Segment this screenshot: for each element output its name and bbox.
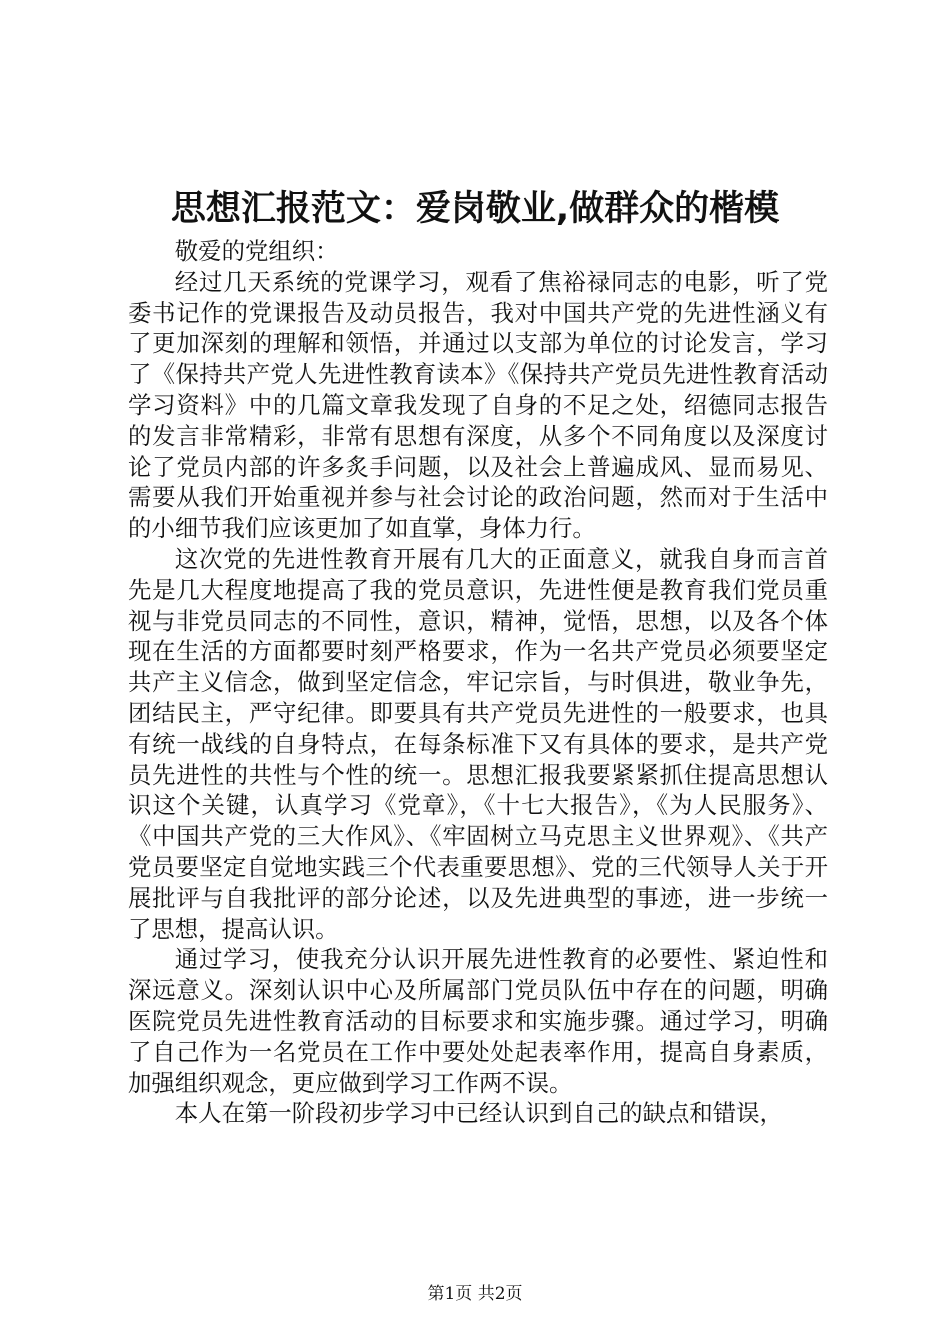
paragraph: 经过几天系统的党课学习，观看了焦裕禄同志的电影，听了党委书记作的党课报告及动员报告，我对中国共产党的先进性涵义有了更加深刻的理解和领悟，并通过以支部为单位的讨论发言，学习了《保持共产党人先进性教育读本》《保持共产党员先进性教育活动学习资料》中的几篇文章我发现了自身的不足之处，绍德同志报告的发言非常精彩，非常有思想有深度，从多个不同角度以及深度讨论了党员内部的许多炙手问题，以及社会上普遍成风、显而易见、需要从我们开始重视并参与社会讨论的政治问题，然而对于生活中的小细节我们应该更加了如直掌，身体力行。 bbox=[128, 267, 828, 543]
document-title: 思想汇报范文：爱岗敬业,做群众的楷模 bbox=[170, 189, 780, 229]
paragraph: 本人在第一阶段初步学习中已经认识到自己的缺点和错误， bbox=[174, 1099, 783, 1128]
page-number: 第1页 共2页 bbox=[427, 1284, 523, 1304]
salutation: 敬爱的党组织： bbox=[174, 237, 339, 265]
page-footer bbox=[0, 1283, 950, 1305]
document-body bbox=[128, 236, 828, 1129]
paragraph: 这次党的先进性教育开展有几大的正面意义，就我自身而言首先是几大程度地提高了我的党员意识，先进性便是教育我们党员重视与非党员同志的不同性，意识，精神，觉悟，思想，以及各个体现在生活的方面都要时刻严格要求，作为一名共产党员必须要坚定共产主义信念，做到坚定信念，牢记宗旨，与时俱进，敬业争先，团结民主，严守纪律。即要具有共产党员先进性的一般要求，也具有统一战线的自身特点，在每条标准下又有具体的要求，是共产党员先进性的共性与个性的统一。思想汇报我要紧紧抓住提高思想认识这个关键，认真学习《党章》，《十七大报告》，《为人民服务》、《中国共产党的三大作风》、《牢固树立马克思主义世界观》、《共产党员要坚定自觉地实践三个代表重要思想》、党的三代领导人关于开展批评与自我批评的部分论述，以及先进典型的事迹，进一步统一了思想，提高认识。 bbox=[128, 544, 828, 943]
paragraph: 通过学习，使我充分认识开展先进性教育的必要性、紧迫性和深远意义。深刻认识中心及所属部门党员队伍中存在的问题，明确医院党员先进性教育活动的目标要求和实施步骤。通过学习，明确了自己作为一名党员在工作中要处处起表率作用，提高自身素质，加强组织观念，更应做到学习工作两不误。 bbox=[128, 945, 828, 1097]
